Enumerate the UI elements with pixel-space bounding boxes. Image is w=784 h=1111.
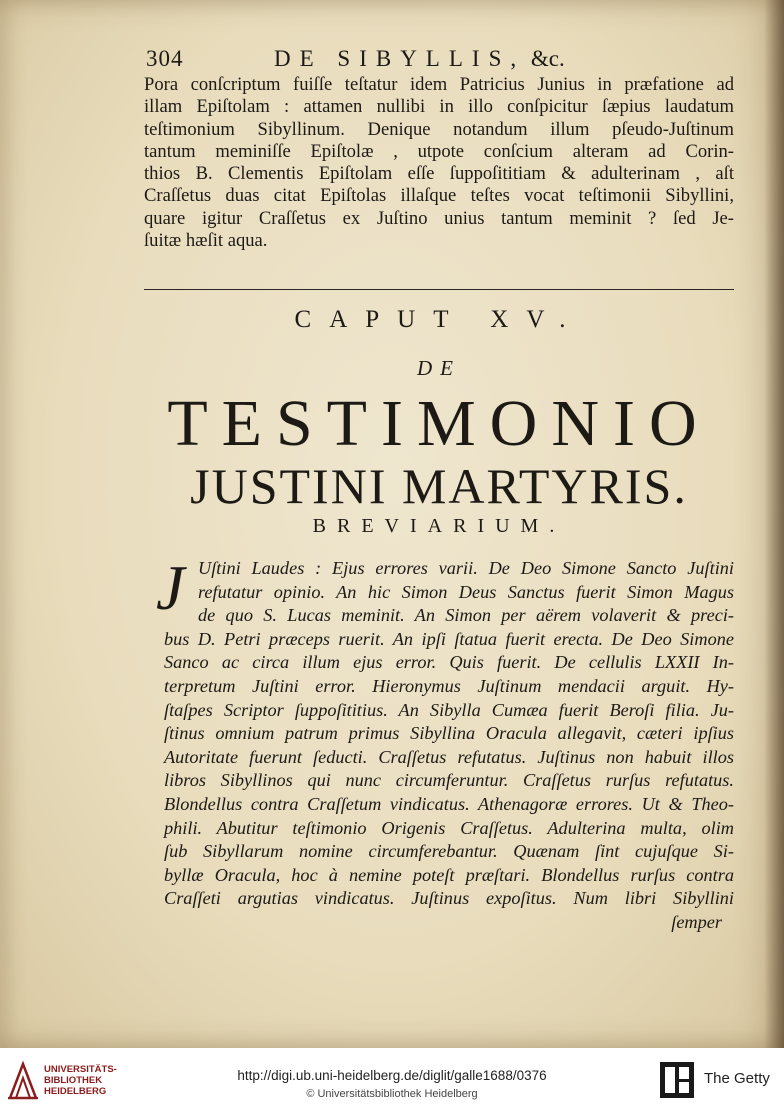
text-line: libros Sibyllinos qui nunc circumferuntur. Craſſetus rurſus refutatus. <box>164 770 734 791</box>
text-line: ſtinus omnium patrum primus Sibyllina Oracula allegavit, cæteri ipſius <box>164 723 734 744</box>
running-title: DE SIBYLLIS, &c. <box>274 46 565 71</box>
text-line: quare igitur Craſſetus ex Juſtino unius tantum meminit ? ſed Je- <box>144 207 734 229</box>
catchword: ſemper <box>671 911 722 932</box>
viewer-footer <box>0 1048 784 1111</box>
text-line: Pora conſcriptum fuiſſe teſtatur idem Patricius Junius in præfatione ad <box>144 74 734 95</box>
text-line: phili. Abutitur teſtimonio Origenis Craſſetus. Adulterina multa, olim <box>164 817 734 838</box>
text-line: terpretum Juſtini error. Hieronymus Juſtinum mendacii arguit. Hy- <box>164 675 734 696</box>
copyright-notice: © Universitätsbibliothek Heidelberg <box>306 1088 478 1100</box>
text-line: illam Epiſtolam : attamen nullibi in illo conſpicitur ſæpius laudatum <box>144 96 734 118</box>
text-line: Autoritate fuerunt ſeducti. Craſſetus refutatus. Juſtinus non habuit illos <box>164 746 734 767</box>
intro-paragraph <box>144 74 734 252</box>
running-header <box>146 46 746 76</box>
breviarium-summary <box>164 557 734 935</box>
text-line: de quo S. Lucas meminit. An Simon per aërem volaverit & preci- <box>198 605 734 626</box>
permalink-url[interactable]: http://digi.ub.uni-heidelberg.de/diglit/galle1688/0376 <box>237 1068 547 1083</box>
section-divider <box>144 289 734 290</box>
breviarium-heading: BREVIARIUM. <box>312 515 566 537</box>
text-line: Blondellus contra Craſſetum vindicatus. Athenagoræ errores. Ut & Theo- <box>164 793 734 814</box>
chapter-title-line2: JUSTINI MARTYRIS. <box>190 458 688 514</box>
text-line: Craſſetus duas citat Epiſtolas illaſque teſtes vocat teſtimonii Sibyllini, <box>144 185 734 207</box>
page-gutter-shadow <box>764 0 784 1048</box>
text-line: ſuitæ hæſit aqua. <box>144 230 268 252</box>
text-line: ſtaſpes Scriptor ſuppoſititius. An Sibylla Cumæa fuerit Beroſi filia. Ju- <box>164 699 734 720</box>
text-line: Craſſeti argutias vindicatus. Juſtinus expoſitus. Num libri Sibyllini <box>164 888 734 909</box>
getty-logo-icon <box>660 1062 694 1098</box>
text-line: teſtimonium Sibyllinum. Denique notandum illum pſeudo-Juſtinum <box>144 118 734 140</box>
text-line: thios B. Clementis Epiſtolam eſſe ſuppoſititiam & adulterinam , aſt <box>144 163 734 185</box>
library-name: UNIVERSITÄTS- BIBLIOTHEK HEIDELBERG <box>44 1064 117 1097</box>
text-line: ſub Sibyllarum nomine circumferebantur. Quænam ſint cujuſque Si- <box>164 841 734 862</box>
text-line: byllæ Oracula, hoc à nemine poteſt præſtari. Blondellus rurſus contra <box>164 864 734 885</box>
text-line: refutatur opinio. An hic Simon Deus Sanctus fuerit Simon Magus <box>198 581 734 602</box>
text-line: Sanco ac circa illum ejus error. Quis fuerit. De cellulis LXXII In- <box>164 652 734 673</box>
text-line: bus D. Petri præceps ruerit. An ipſi ſtatua fuerit erecta. De Deo Simone <box>164 628 734 649</box>
chapter-de: DE <box>417 356 461 380</box>
text-line: tantum meminiſſe Epiſtolæ , utpote conſcium alteram ad Corin- <box>144 140 734 162</box>
chapter-title-line1: TESTIMONIO <box>167 387 711 460</box>
page-number: 304 <box>146 46 184 71</box>
chapter-number: CAPUT XV. <box>294 306 584 333</box>
text-line: Uſtini Laudes : Ejus errores varii. De Deo Simone Sancto Juſtini <box>198 558 734 578</box>
drop-cap: J <box>156 552 185 623</box>
getty-name: The Getty <box>704 1070 770 1087</box>
